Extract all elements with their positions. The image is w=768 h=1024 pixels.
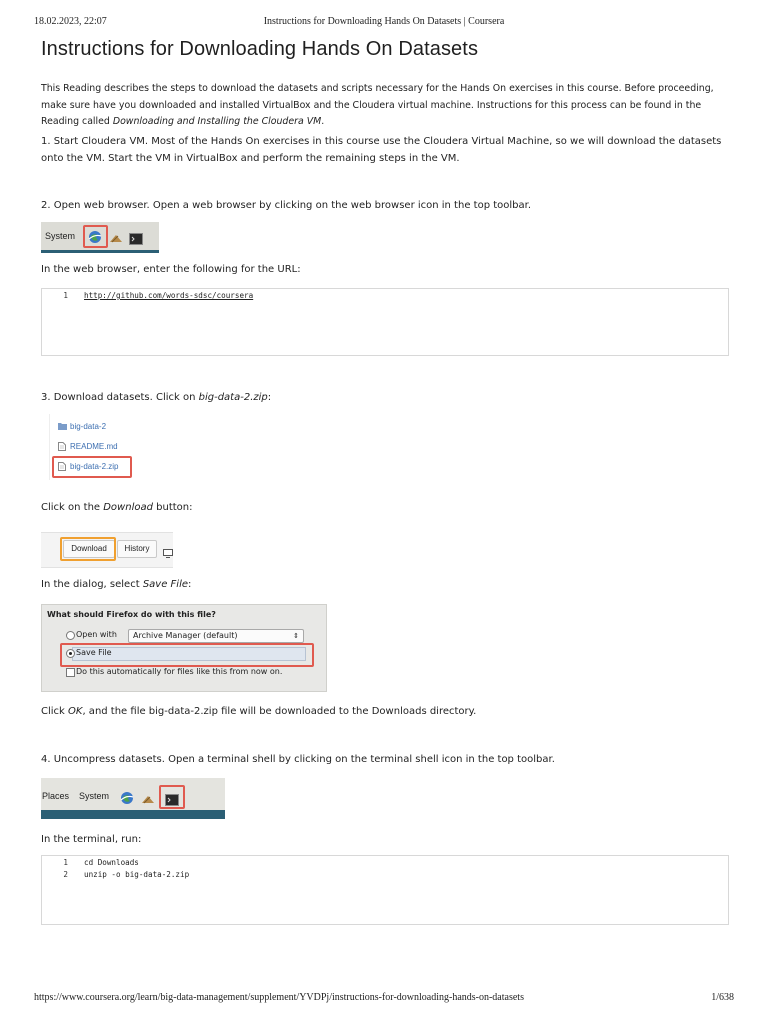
zip-file-name: big-data-2.zip: [198, 392, 268, 403]
download-button[interactable]: Download: [63, 540, 115, 558]
auto-checkbox-label: Do this automatically for files like this from now on.: [76, 667, 283, 676]
download-instruction-end: button:: [152, 502, 193, 513]
open-with-value: Archive Manager (default): [133, 631, 238, 640]
code-line: [42, 870, 728, 882]
download-instruction-text: Click on the: [41, 502, 104, 513]
github-url-link[interactable]: http://github.com/words-sdsc/coursera: [84, 291, 254, 300]
code-line: [42, 291, 728, 303]
highlight-box-save-file: [60, 643, 314, 667]
system-menu-label: System: [79, 791, 110, 801]
firefox-save-dialog-screenshot: [41, 604, 327, 692]
ok-instruction-text: Click: [41, 706, 69, 717]
step-4-text: 4. Uncompress datasets. Open a terminal shell by clicking on the terminal shell icon in the top toolbar.: [41, 754, 555, 765]
file-name: big-data-2.zip: [70, 462, 119, 471]
highlight-box-download: [60, 537, 116, 561]
dialog-question: What should Firefox do with this file?: [47, 610, 216, 619]
step-3-label: 3. Download datasets. Click on: [41, 392, 199, 403]
dialog-instruction: [41, 577, 729, 594]
folder-icon: [58, 422, 66, 431]
file-name: big-data-2: [70, 422, 107, 431]
terminal-icon: [129, 230, 143, 243]
intro-reading-link: Downloading and Installing the Cloudera VM: [112, 116, 322, 127]
line-number: 2: [63, 870, 68, 879]
print-footer: [34, 992, 734, 1008]
download-instruction: [41, 500, 729, 517]
list-item[interactable]: [50, 438, 160, 456]
editor-icon: [141, 791, 155, 804]
highlight-box-terminal: [159, 785, 185, 809]
intro-text: This Reading describes the steps to download the datasets and scripts necessary for the Hands On exercises in this course. Before proceeding, make sure have you downloaded and installed VirtualBox and the Cloudera virtual machine. Instructions for this process can be found in the Reading called: [41, 83, 714, 127]
intro-paragraph: [41, 81, 729, 131]
ok-instruction-end: , and the file big-data-2.zip file will be downloaded to the Downloads directory.: [82, 706, 477, 717]
intro-end: .: [321, 116, 325, 127]
code-block-url: [41, 288, 729, 356]
editor-icon: [109, 230, 123, 243]
places-menu-label: Places: [42, 791, 70, 801]
file-name: README.md: [70, 442, 118, 451]
print-date: 18.02.2023, 22:07: [34, 16, 107, 27]
download-bar-screenshot: [41, 532, 173, 568]
save-file-word: Save File: [142, 579, 188, 590]
step-3-text: [41, 390, 729, 407]
line-number: 1: [63, 858, 68, 867]
page-title: Instructions for Downloading Hands On Datasets: [41, 38, 479, 60]
open-with-radio[interactable]: [66, 631, 75, 640]
highlight-box-browser: [83, 225, 108, 248]
line-number: 1: [63, 291, 68, 300]
terminal-instruction: In the terminal, run:: [41, 834, 142, 845]
print-url: https://www.coursera.org/learn/big-data-management/supplement/YVDPj/instructions-for-downloading-hands-on-datasets: [34, 992, 524, 1003]
ok-word: OK: [68, 706, 83, 717]
monitor-icon: [163, 543, 173, 556]
history-button[interactable]: History: [117, 540, 157, 558]
print-page-title: Instructions for Downloading Hands On Datasets | Coursera: [263, 16, 505, 27]
command-cd: cd Downloads: [84, 858, 139, 867]
download-word: Download: [103, 502, 153, 513]
save-file-label: Save File: [76, 648, 112, 657]
ok-instruction: [41, 704, 729, 721]
dialog-instruction-text: In the dialog, select: [41, 579, 143, 590]
toolbar-screenshot-browser: [41, 222, 159, 253]
file-list-screenshot: [49, 414, 160, 480]
toolbar-screenshot-terminal: [41, 778, 225, 819]
web-browser-icon: [120, 790, 134, 803]
open-with-select[interactable]: [128, 629, 304, 643]
highlight-box-zip: [52, 456, 132, 478]
print-header: [34, 16, 734, 32]
system-menu-label: System: [45, 231, 76, 241]
step-1-text: 1. Start Cloudera VM. Most of the Hands On exercises in this course use the Cloudera Virtual Machine, so we will download the datasets onto the VM. Start the VM in VirtualBox and perform the remaining steps in the VM.: [41, 136, 722, 164]
code-block-terminal: [41, 855, 729, 925]
step-3-end: :: [267, 392, 272, 403]
step-2-text: 2. Open web browser. Open a web browser by clicking on the web browser icon in the top toolbar.: [41, 200, 531, 211]
page-number: 1/638: [711, 992, 734, 1003]
file-icon: [58, 442, 66, 451]
dialog-instruction-end: :: [188, 579, 192, 590]
open-with-label: Open with: [76, 630, 117, 639]
list-item[interactable]: [50, 418, 160, 436]
chevron-updown-icon: ⇕: [293, 632, 299, 640]
auto-checkbox[interactable]: [66, 668, 75, 677]
command-unzip: unzip -o big-data-2.zip: [84, 870, 190, 879]
code-line: [42, 858, 728, 870]
url-instruction: In the web browser, enter the following for the URL:: [41, 264, 301, 275]
